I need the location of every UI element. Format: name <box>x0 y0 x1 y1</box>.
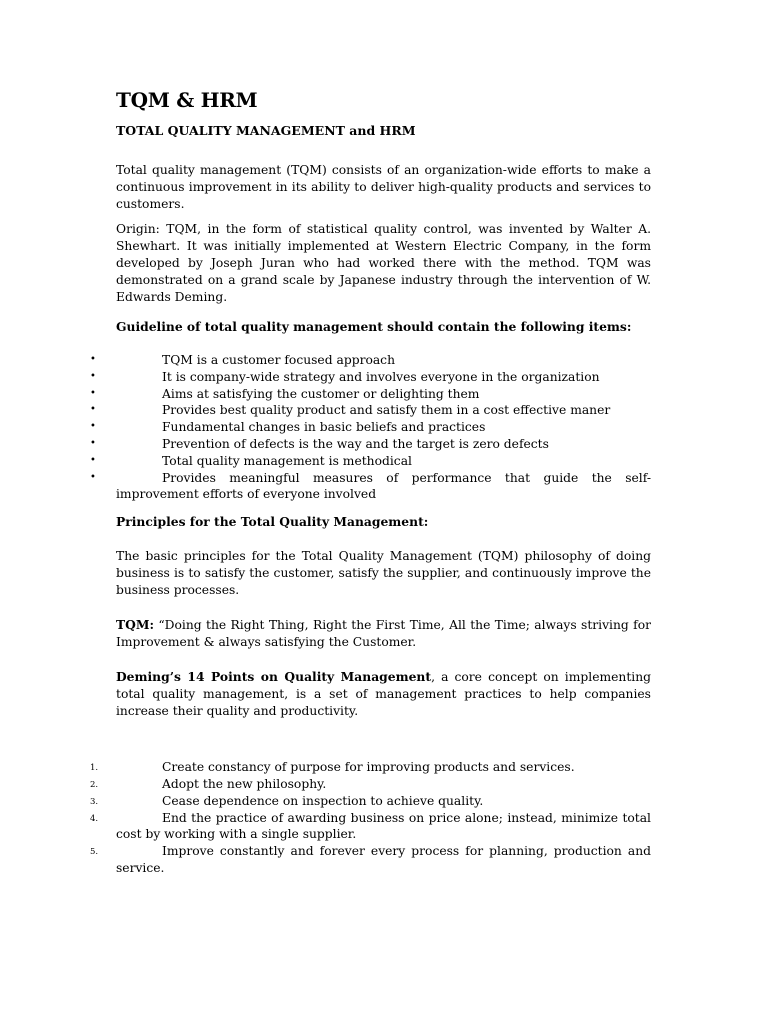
tqm-definition-paragraph <box>116 616 651 651</box>
list-item: • Total quality management is methodical <box>90 453 412 468</box>
list-item: 5. Improve constantly and forever every process for planning, production and service. <box>90 844 651 875</box>
list-number: 5. <box>90 847 99 858</box>
list-number: 3. <box>90 796 99 807</box>
origin-paragraph: Origin: TQM, in the form of statistical quality control, was invented by Walter A. Shewhart. It was initially implemented at Western Electric Company, in the form developed by Joseph Juran who had worked there with the method. TQM was demonstrated on a grand scale by Japanese industry through the intervention of W. Edwards Deming. <box>116 222 651 304</box>
list-item: • Fundamental changes in basic beliefs and practices <box>90 420 486 435</box>
deming-points-list <box>90 759 651 877</box>
list-number: 4. <box>90 813 99 824</box>
list-item: 1. Create constancy of purpose for improving products and services. <box>116 759 651 776</box>
list-item: • It is company-wide strategy and involves everyone in the organization <box>90 369 600 384</box>
deming-text: , a core concept on implementing total quality management, is a set of management practices to help companies increase their quality and productivity. <box>116 670 651 719</box>
list-item: • Aims at satisfying the customer or delighting them <box>90 386 480 401</box>
document-page <box>90 86 651 877</box>
guideline-heading: Guideline of total quality management should contain the following items: <box>116 319 632 334</box>
list-item: 2. Adopt the new philosophy. <box>116 776 651 793</box>
list-item: • Provides meaningful measures of performance that guide the self-improvement efforts of everyone involved <box>90 470 651 502</box>
deming-paragraph <box>116 668 651 720</box>
intro-paragraph: Total quality management (TQM) consists of an organization-wide efforts to make a continuous improvement in its ability to deliver high-quality products and services to customers. <box>116 163 651 211</box>
bullet-icon: • <box>90 437 96 449</box>
principles-paragraph: The basic principles for the Total Quality Management (TQM) philosophy of doing business is to satisfy the customer, satisfy the supplier, and continuously improve the business processes. <box>116 549 651 598</box>
bullet-icon: • <box>90 471 96 483</box>
list-number: 2. <box>90 779 99 790</box>
bullet-icon: • <box>90 421 96 433</box>
principles-heading: Principles for the Total Quality Management: <box>116 514 429 530</box>
list-item: • TQM is a customer focused approach <box>90 353 395 367</box>
deming-label: Deming’s 14 Points on Quality Management <box>116 669 432 685</box>
list-item: • Prevention of defects is the way and the target is zero defects <box>90 436 549 451</box>
bullet-icon: • <box>90 404 96 416</box>
list-item: • Provides best quality product and satisfy them in a cost effective maner <box>90 403 611 418</box>
bullet-icon: • <box>90 387 96 399</box>
list-item: 4. End the practice of awarding business on price alone; instead, minimize total cost by working with a single supplier. <box>90 810 651 842</box>
tqm-definition-text: “Doing the Right Thing, Right the First Time, All the Time; always striving for Improvement & always satisfying the Customer. <box>116 618 651 650</box>
bullet-icon: • <box>90 454 96 466</box>
bullet-icon: • <box>90 354 96 365</box>
guideline-list <box>90 352 651 503</box>
document-subtitle: TOTAL QUALITY MANAGEMENT and HRM <box>116 123 416 138</box>
bullet-icon: • <box>90 370 96 382</box>
list-item: 3. Cease dependence on inspection to achieve quality. <box>116 793 651 810</box>
list-number: 1. <box>90 763 99 774</box>
document-title: TQM & HRM <box>116 88 258 112</box>
tqm-label: TQM: <box>116 617 155 633</box>
